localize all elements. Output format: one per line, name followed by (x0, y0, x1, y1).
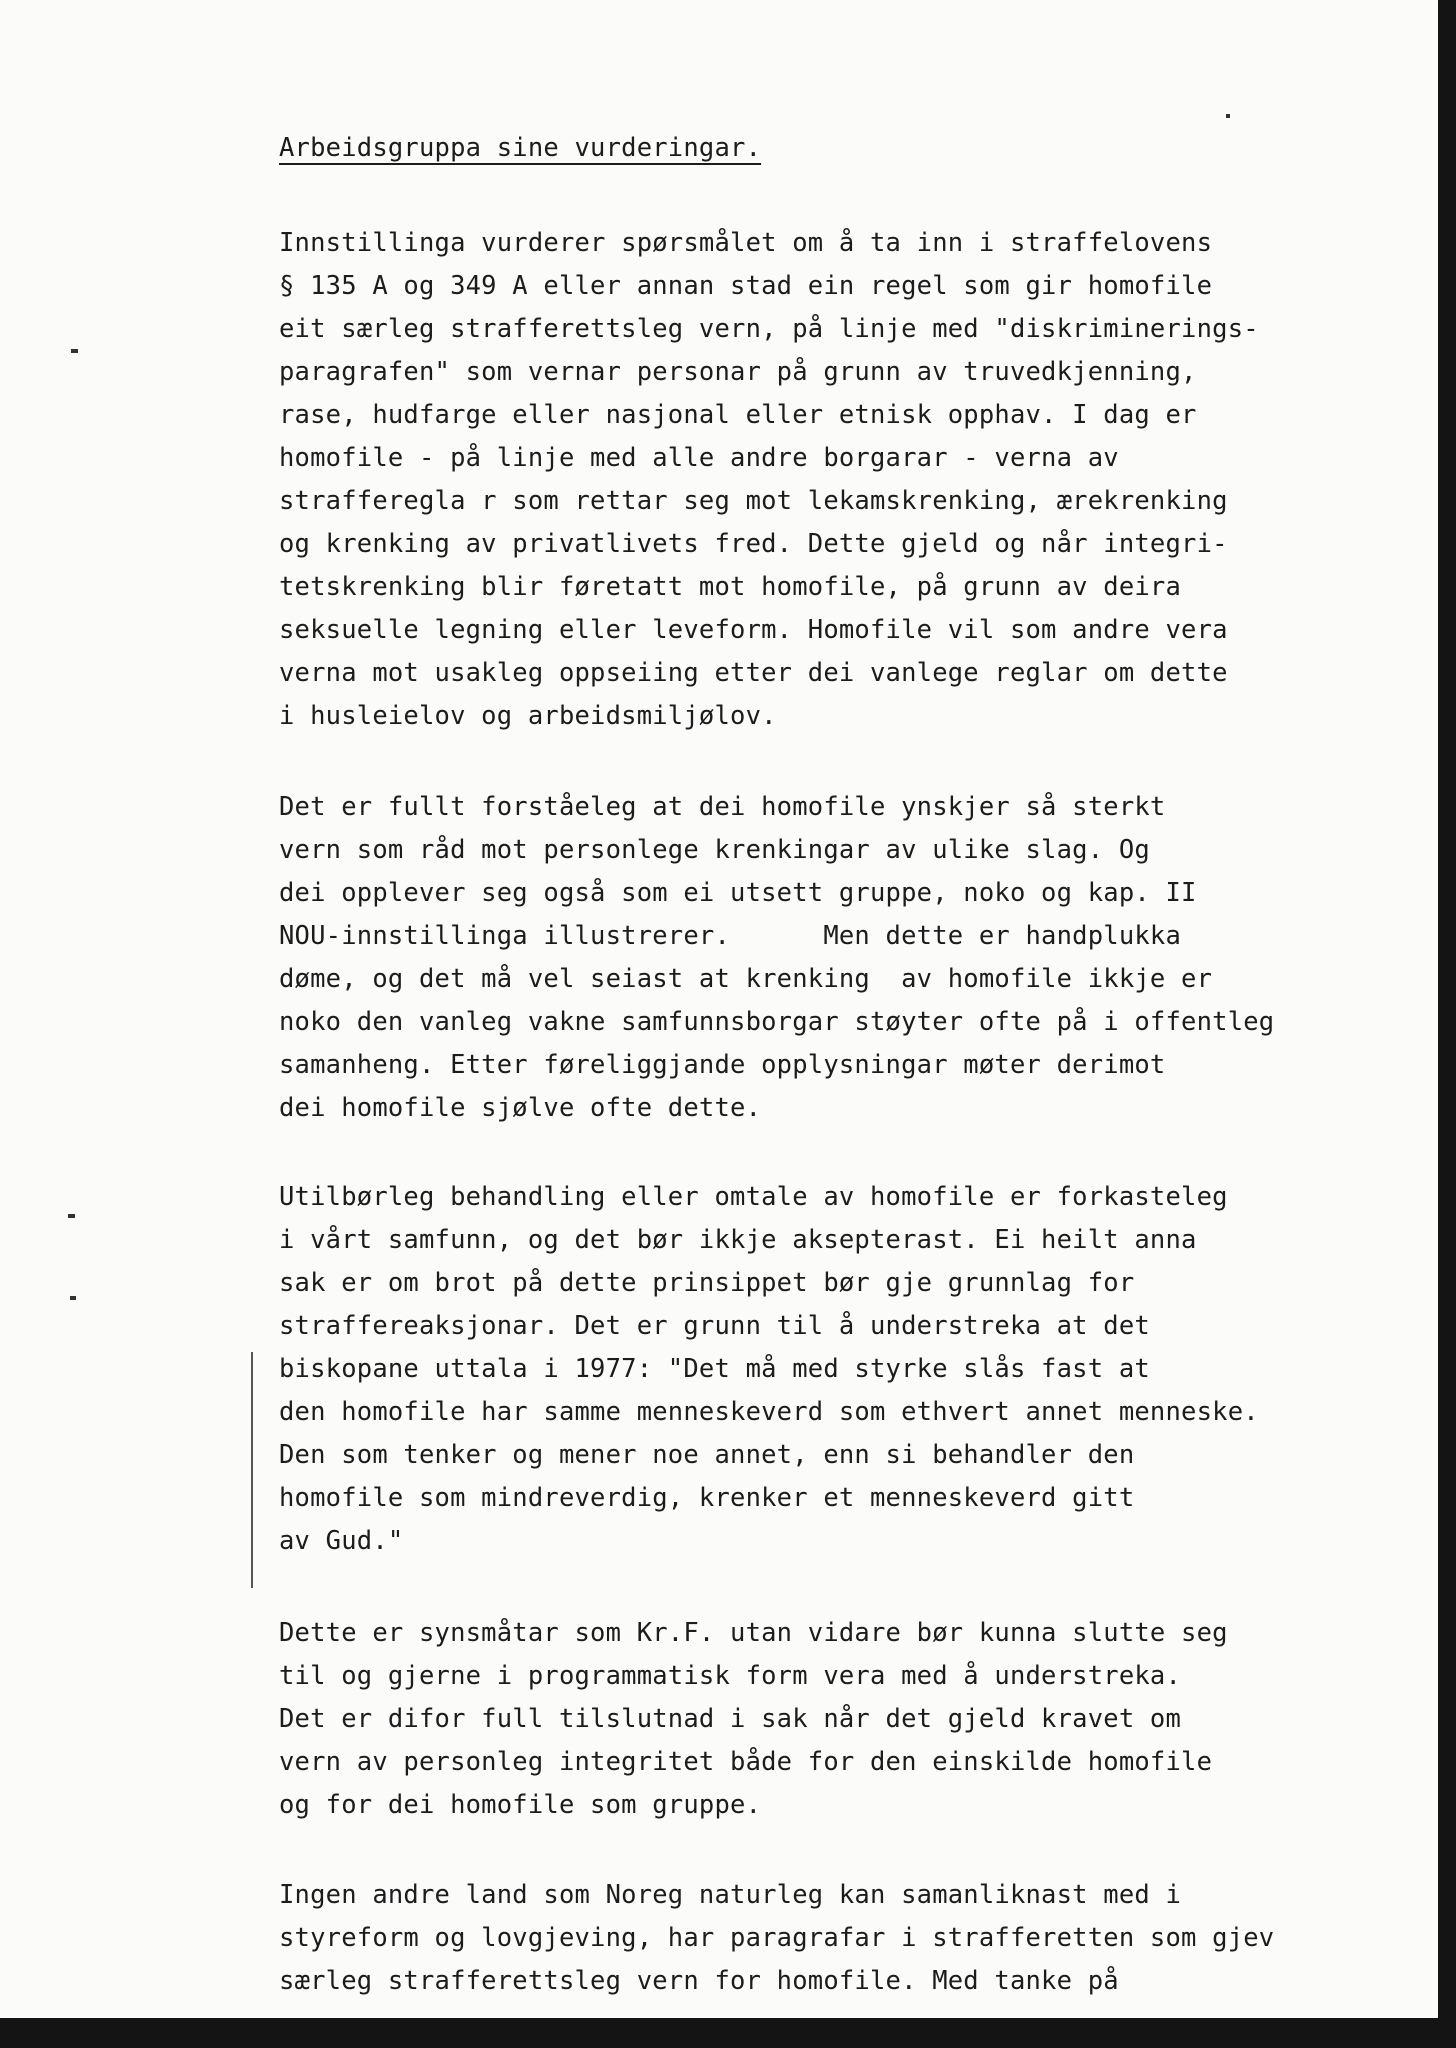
paragraph (279, 786, 1274, 1130)
text-line: seksuelle legning eller leveform. Homofile vil som andre vera (279, 615, 1228, 645)
section-heading: Arbeidsgruppa sine vurderingar. (279, 133, 762, 163)
text-line: Det er difor full tilslutnad i sak når det gjeld kravet om (279, 1704, 1182, 1734)
text-line: Innstillinga vurderer spørsmålet om å ta inn i straffelovens (279, 228, 1213, 258)
scan-edge-bottom (0, 2018, 1456, 2048)
text-line: tetskrenking blir føretatt mot homofile, på grunn av deira (279, 572, 1182, 602)
text-line: særleg strafferettsleg vern for homofile. Med tanke på (279, 1966, 1119, 1996)
text-line: sak er om brot på dette prinsippet bør gje grunnlag for (279, 1268, 1135, 1298)
text-line: § 135 A og 349 A eller annan stad ein regel som gir homofile (279, 271, 1213, 301)
text-line: verna mot usakleg oppseiing etter dei vanlege reglar om dette (279, 658, 1228, 688)
paragraph (279, 1612, 1228, 1827)
text-line: døme, og det må vel seiast at krenking av homofile ikkje er (279, 964, 1213, 994)
text-line: straffereaksjonar. Det er grunn til å understreka at det (279, 1311, 1150, 1341)
text-line: vern som råd mot personlege krenkingar av ulike slag. Og (279, 835, 1150, 865)
text-line: Ingen andre land som Noreg naturleg kan samanliknast med i (279, 1880, 1182, 1910)
text-line: biskopane uttala i 1977: "Det må med styrke slås fast at (279, 1354, 1150, 1384)
paragraph (279, 1176, 1259, 1563)
text-line: Utilbørleg behandling eller omtale av homofile er forkasteleg (279, 1182, 1228, 1212)
text-line: paragrafen" som vernar personar på grunn av truvedkjenning, (279, 357, 1197, 387)
text-line: styreform og lovgjeving, har paragrafar i strafferetten som gjev (279, 1923, 1275, 1953)
text-line: dei opplever seg også som ei utsett gruppe, noko og kap. II (279, 878, 1197, 908)
text-line: vern av personleg integritet både for den einskilde homofile (279, 1747, 1213, 1777)
text-line: og for dei homofile som gruppe. (279, 1790, 762, 1820)
text-line: dei homofile sjølve ofte dette. (279, 1093, 762, 1123)
text-line: og krenking av privatlivets fred. Dette gjeld og når integri- (279, 529, 1228, 559)
text-line: homofile som mindreverdig, krenker et menneskeverd gitt (279, 1483, 1135, 1513)
text-line: i vårt samfunn, og det bør ikkje aksepterast. Ei heilt anna (279, 1225, 1197, 1255)
text-line: av Gud." (279, 1526, 404, 1556)
text-line: rase, hudfarge eller nasjonal eller etnisk opphav. I dag er (279, 400, 1197, 430)
margin-dot-mark (71, 349, 78, 353)
margin-dot-mark (70, 1296, 76, 1300)
margin-dot-mark (1226, 114, 1230, 118)
text-line: strafferegla r som rettar seg mot lekamskrenking, ærekrenking (279, 486, 1228, 516)
margin-line-mark (251, 1352, 253, 1588)
text-line: den homofile har samme menneskeverd som ethvert annet menneske. (279, 1397, 1259, 1427)
text-line: NOU-innstillinga illustrerer. Men dette er handplukka (279, 921, 1182, 951)
text-line: i husleielov og arbeidsmiljølov. (279, 701, 777, 731)
text-line: til og gjerne i programmatisk form vera med å understreka. (279, 1661, 1182, 1691)
text-line: Det er fullt forståeleg at dei homofile ynskjer så sterkt (279, 792, 1166, 822)
paragraph (279, 222, 1259, 738)
margin-dot-mark (68, 1214, 75, 1218)
text-line: eit særleg strafferettsleg vern, på linje med "diskriminerings- (279, 314, 1259, 344)
text-line: homofile - på linje med alle andre borgarar - verna av (279, 443, 1119, 473)
text-line: noko den vanleg vakne samfunnsborgar støyter ofte på i offentleg (279, 1007, 1275, 1037)
scan-edge-right (1438, 0, 1456, 2048)
paragraph (279, 1874, 1274, 2003)
text-line: Dette er synsmåtar som Kr.F. utan vidare bør kunna slutte seg (279, 1618, 1228, 1648)
text-line: Den som tenker og mener noe annet, enn si behandler den (279, 1440, 1135, 1470)
text-line: samanheng. Etter føreliggjande opplysningar møter derimot (279, 1050, 1166, 1080)
